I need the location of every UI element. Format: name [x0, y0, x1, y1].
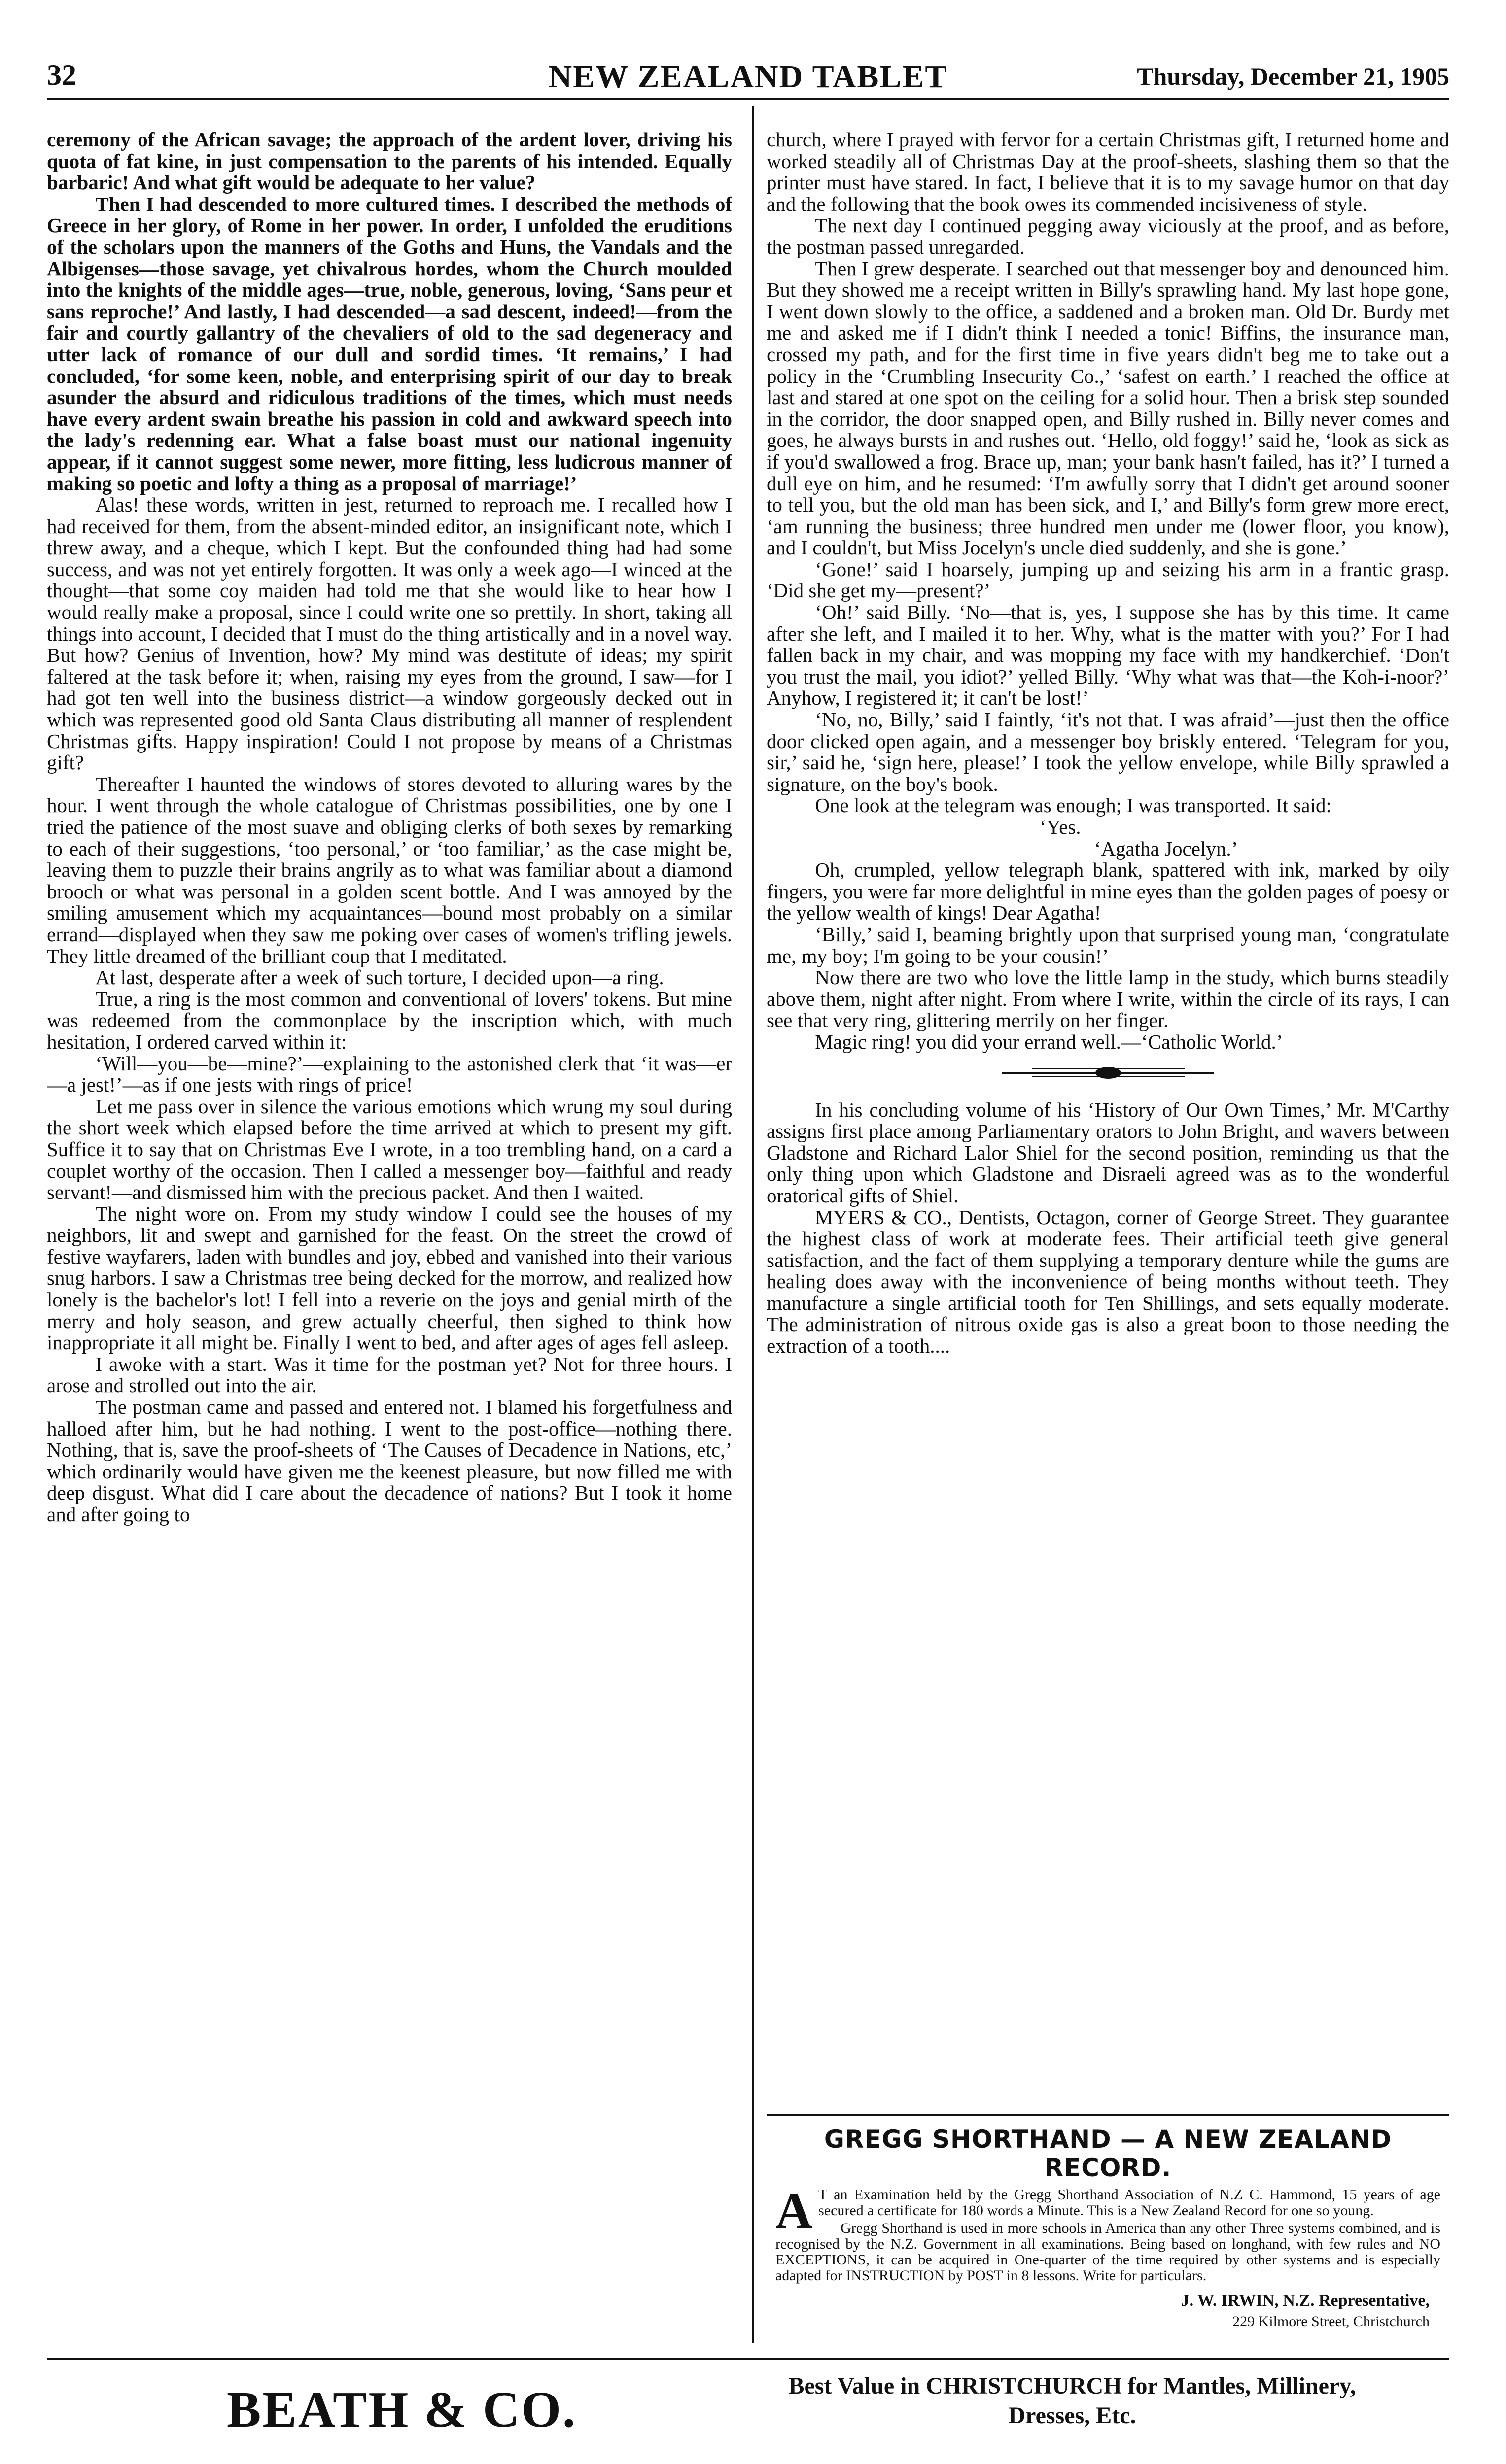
footer-ad-line: Dresses, Etc. — [1008, 2402, 1136, 2429]
paragraph: True, a ring is the most common and conventional of lovers' tokens. But mine was redeemed from the commonplace by the inscription which, with much hesitation, I ordered carved within it: — [47, 987, 732, 1053]
paragraph: I awoke with a start. Was it time for the postman yet? Not for three hours. I arose and strolled out into the air. — [47, 1352, 732, 1397]
paragraph: Thereafter I haunted the windows of stores devoted to alluring wares by the hour. I went through the whole catalogue of Christmas possibilities, one by one I tried the patience of the most suave and obliging clerks of both sexes by remarking to each of their suggestions, ‘too personal,’ or ‘too familiar,’ as the case might be, leaving them to puzzle their brains angrily as to what was familiar about a diamond brooch or what was personal in a golden scent bottle. And I was annoyed by the smiling amusement which my acquaintances—bound most probably on a similar errand—displayed when they saw me poking over cases of women's trifling jewels. They little dreamed of the brilliant coup that I meditated. — [47, 772, 732, 967]
header-rule — [47, 98, 1449, 100]
paragraph: The postman came and passed and entered not. I blamed his forgetfulness and halloed after him, but he had nothing. I went to the post-office—nothing there. Nothing, that is, save the proof-sheets of ‘The Causes of Decadence in Nations, etc,’ which ordinarily would have given me the keenest pleasure, but now filled me with deep disgust. What did I care about the decadence of nations? But I took it home and after going to — [47, 1396, 732, 1526]
paragraph: One look at the telegram was enough; I was transported. It said: — [815, 794, 1331, 817]
paragraph: Now there are two who love the little lamp in the study, which burns steadily above them, night after night. From where I write, within the circle of its rays, I can see that very ring, glittering merrily on her finger. — [767, 966, 1449, 1032]
left-column — [47, 129, 732, 2342]
paragraph: church, where I prayed with fervor for a certain Christmas gift, I returned home and worked steadily all of Christmas Day at the proof-sheets, slashing them so that the printer must have stared. In fact, I believe that it is to my savage humor on that day and the following that the book owes its commended incisiveness of style. — [767, 128, 1449, 215]
masthead: NEW ZEALAND TABLET — [548, 59, 948, 95]
paragraph: Let me pass over in silence the various emotions which wrung my soul during the short week which elapsed before the time arrived at which to present my gift. Suffice it to say that on Christmas Eve I wrote, in a too trembling hand, on a card a couplet worthy of the occasion. Then I called a messenger boy—faithful and ready servant!—and dismissed him with the precious packet. And then I waited. — [47, 1095, 732, 1204]
paragraph: In his concluding volume of his ‘History of Our Own Times,’ Mr. M'Carthy assigns first place among Parliamentary orators to John Bright, and wavers between Gladstone and Richard Lalor Shiel for the second position, reminding us that the only thing upon which Gladstone and Disraeli agreed was as to the wonderful oratorical gifts of Shiel. — [767, 1098, 1449, 1207]
paragraph: Then I had descended to more cultured times. I described the methods of Greece in her glory, of Rome in her power. In order, I unfolded the eruditions of the scholars upon the manners of the Goths and Huns, the Vandals and the Albigenses—those savage, yet chivalrous hordes, whom the Church moulded into the knights of the middle ages—true, noble, generous, loving, ‘Sans peur et sans reproche!’ And lastly, I had descended—a sad descent, indeed!—from the fair and courtly gallantry of the chevaliers of old to the sad degeneracy and utter lack of romance of our dull and sordid times. ‘It remains,’ I had concluded, ‘for some keen, noble, and enterprising spirit of our day to break asunder the absurd and ridiculous traditions of the times, which must needs have every ardent swain breathe his passion in cold and awkward speech into the lady's redenning ear. What a false boast must our national ingenuity appear, if it cannot suggest some newer, more fitting, less ludicrous manner of making so poetic and lofty a thing as a proposal of marriage!’ — [47, 192, 732, 495]
footer-ad — [688, 2371, 1457, 2430]
telegram-line: ‘Yes. — [1040, 816, 1081, 838]
paragraph: Alas! these words, written in jest, returned to reproach me. I recalled how I had received for them, from the absent-minded editor, an insignificant note, which I threw away, and a cheque, which I kept. But the confounded thing had had some success, and was not yet entirely forgotten. It was only a week ago—I winced at the thought—that some coy maiden had told me that she would like to hear how I would really make a proposal, since I could write one so prettily. In short, taking all things into account, I decided that I must do the thing artistically and in a novel way. But how? Genius of Invention, how? My mind was destitute of ideas; my spirit faltered at the task before it; when, raising my eyes from the ground, I saw—for I had got ten well into the business district—a window gorgeously decked out in which was represented good old Santa Claus distributing all manner of resplendent Christmas gifts. Happy inspiration! Could I not propose by means of a Christmas gift? — [47, 493, 732, 774]
footer-rule — [47, 2358, 1449, 2360]
right-column — [767, 129, 1449, 1357]
footer-advertiser: BEATH & CO. — [227, 2381, 577, 2438]
ad-address: 229 Kilmore Street, Christchurch — [1232, 2313, 1430, 2329]
drop-cap: A — [775, 2183, 813, 2239]
paragraph: ‘Billy,’ said I, beaming brightly upon that surprised young man, ‘congratulate me, my boy; I'm going to be your cousin!’ — [767, 923, 1449, 967]
paragraph: ceremony of the African savage; the approach of the ardent lover, driving his quota of fat kine, in just compensation to the parents of his intended. Equally barbaric! And what gift would be adequate to her value? — [47, 129, 732, 194]
telegram-signature: ‘Agatha Jocelyn.’ — [1094, 837, 1238, 860]
paragraph: Oh, crumpled, yellow telegraph blank, spattered with ink, marked by oily fingers, you were far more delightful in mine eyes than the golden pages of poesy or the yellow wealth of kings! Dear Agatha! — [767, 858, 1449, 924]
ornament-divider — [1002, 1063, 1214, 1083]
ad-text: Gregg Shorthand is used in more schools in America than any other Three systems combined, and is recognised by the N.Z. Government in all examinations. Being based on longhand, with few rules and NO EXCEPTIONS, it can be acquired in One-quarter of the time required by other systems and is especially adapted for INSTRUCTION by POST in 8 lessons. Write for particulars. — [775, 2220, 1440, 2284]
paragraph: The next day I continued pegging away viciously at the proof, and as before, the postman passed unregarded. — [767, 214, 1449, 258]
paragraph: Then I grew desperate. I searched out that messenger boy and denounced him. But they showed me a receipt written in Billy's sprawling hand. My last hope gone, I went down slowly to the office, a saddened and a broken man. Old Dr. Burdy met me and asked me if I didn't think I needed a tonic! Biffins, the insurance man, crossed my path, and for the first time in five years didn't beg me to take out a policy in the ‘Crumbling Insecurity Co.,’ ‘safest on earth.’ I reached the office at last and stared at one spot on the ceiling for a solid hour. Then a brisk step sounded in the corridor, the door snapped open, and Billy rushed in. Billy never comes and goes, he always bursts in and rushes out. ‘Hello, old foggy!’ said he, ‘look as sick as if you'd swallowed a frog. Brace up, man; your bank hasn't failed, has it?’ I turned a dull eye on him, and he resumed: ‘I'm awfully sorry that I didn't get around sooner to tell you, but the old man has been sick, and I,’ and Billy's form grew more erect, ‘am running the business; three hundred men under me (lower floor, you know), and I couldn't, but Miss Jocelyn's uncle died suddenly, and she is gone.’ — [767, 257, 1449, 559]
ad-title: GREGG SHORTHAND — A NEW ZEALAND RECORD. — [824, 2125, 1392, 2182]
ad-body — [775, 2183, 1440, 2284]
footer-ad-line: Best Value in CHRISTCHURCH for Mantles, Millinery, — [788, 2373, 1356, 2399]
paragraph: MYERS & CO., Dentists, Octagon, corner of George Street. They guarantee the highest class of work at moderate fees. Their artificial teeth give general satisfaction, and the fact of them supplying a temporary denture while the gums are healing does away with the inconvenience of being months without teeth. They manufacture a single artificial tooth for Ten Shillings, and sets equally moderate. The administration of nitrous oxide gas is also a great boon to those needing the extraction of a tooth.... — [767, 1205, 1449, 1358]
paragraph: Magic ring! you did your errand well.—‘Catholic World.’ — [815, 1030, 1283, 1053]
gregg-shorthand-ad — [767, 2114, 1449, 2348]
page-number: 32 — [47, 59, 76, 91]
ad-text: T an Examination held by the Gregg Shorthand Association of N.Z C. Hammond, 15 years of age secured a certificate for 180 words a Minute. This is a New Zealand Record for one so young. — [818, 2187, 1440, 2219]
paragraph: At last, desperate after a week of such torture, I decided upon—a ring. — [95, 966, 664, 989]
ad-signature: J. W. IRWIN, N.Z. Representative, — [1181, 2292, 1430, 2310]
column-divider — [752, 106, 754, 2343]
paragraph: ‘No, no, Billy,’ said I faintly, ‘it's not that. I was afraid’—just then the office door clicked open again, and a messenger boy briskly entered. ‘Telegram for you, sir,’ said he, ‘sign here, please!’ I took the yellow envelope, while Billy sprawled a signature, on the boy's book. — [767, 708, 1449, 795]
paragraph: ‘Gone!’ said I hoarsely, jumping up and seizing his arm in a frantic grasp. ‘Did she get my—present?’ — [767, 557, 1449, 602]
paragraph: ‘Will—you—be—mine?’—explaining to the astonished clerk that ‘it was—er—a jest!’—as if one jests with rings of price! — [47, 1052, 732, 1096]
paragraph: ‘Oh!’ said Billy. ‘No—that is, yes, I suppose she has by this time. It came after she left, and I mailed it to her. Why, what is the matter with you?’ For I had fallen back in my chair, and was mopping my face with my handkerchief. ‘Don't you trust the mail, you idiot?’ yelled Billy. ‘Why what was that—the Koh-i-noor?’ Anyhow, I registered it; it can't be lost!’ — [767, 601, 1449, 710]
issue-date: Thursday, December 21, 1905 — [1137, 63, 1449, 90]
paragraph: The night wore on. From my study window I could see the houses of my neighbors, lit and swept and garnished for the feast. On the street the crowd of festive wayfarers, laden with bundles and joy, ebbed and vanished into their various snug harbors. I saw a Christmas tree being decked for the morrow, and realized how lonely is the bachelor's lot! I fell into a reverie on the joys and genial mirth of the merry and holy season, and grew actually cheerful, then sighed to think how inappropriate it all might be. Finally I went to bed, and after ages of ages fell asleep. — [47, 1202, 732, 1354]
page-header — [47, 58, 1449, 93]
